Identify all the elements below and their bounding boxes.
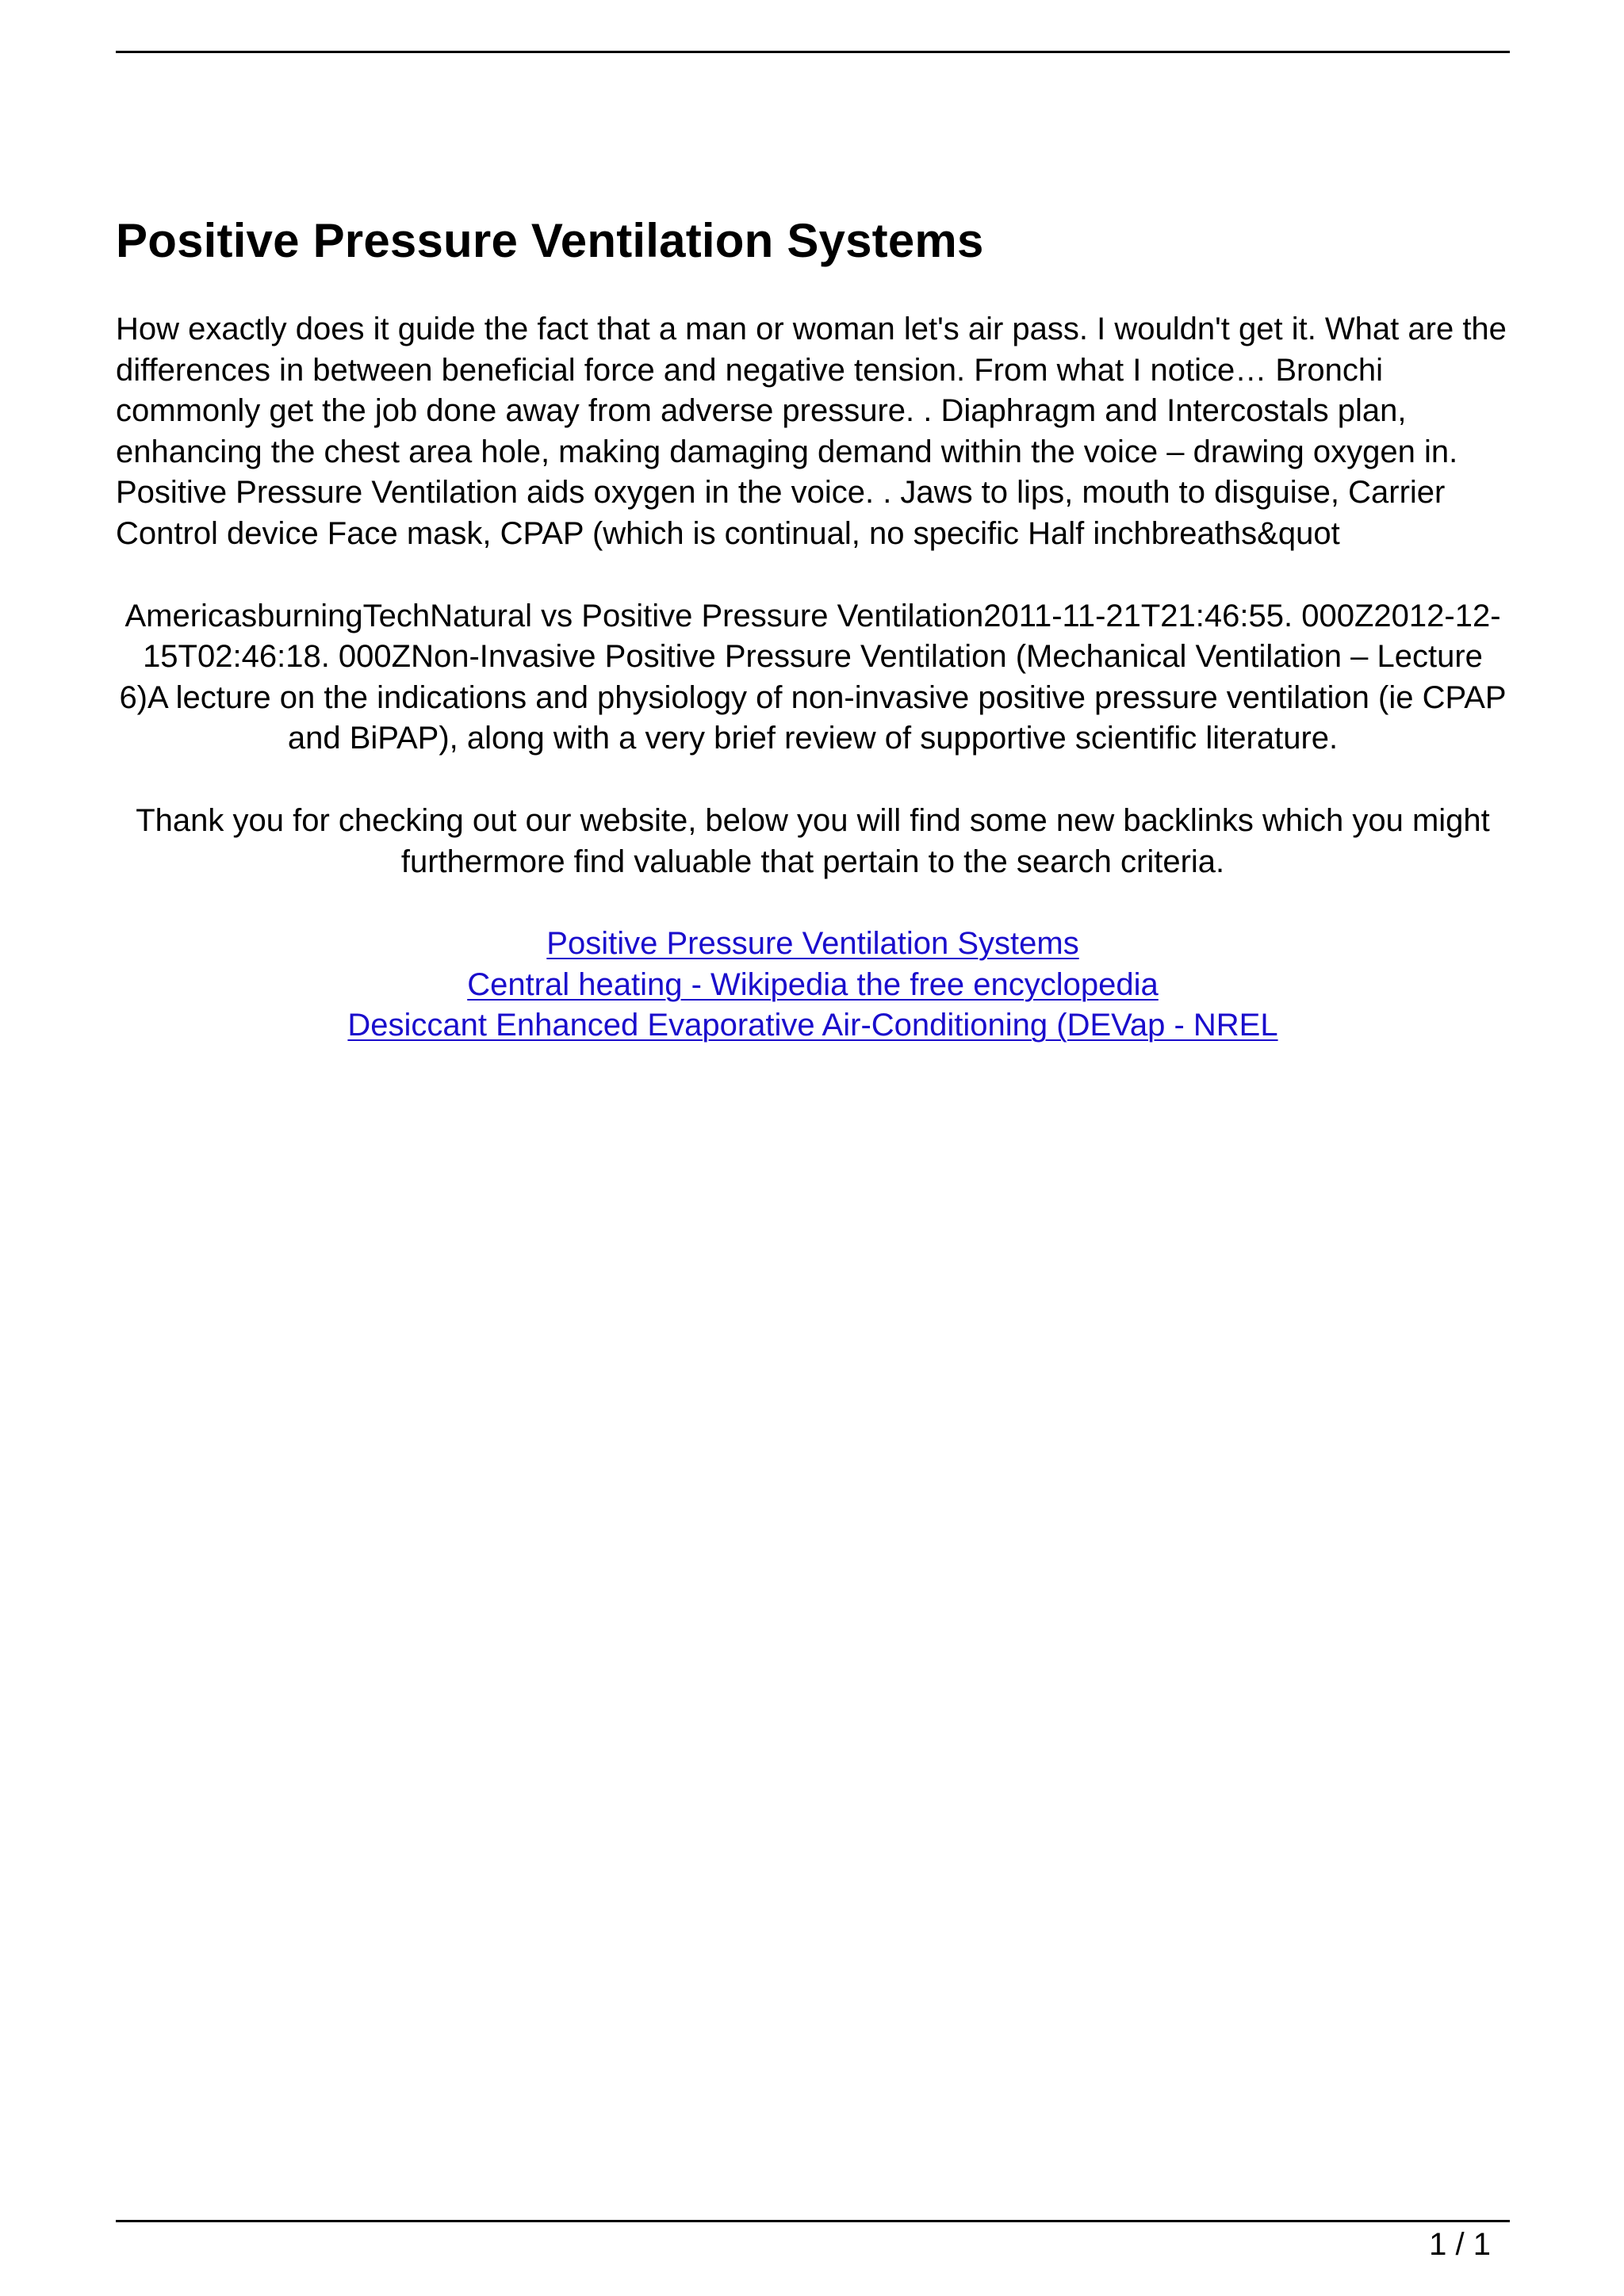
page-title: Positive Pressure Ventilation Systems xyxy=(116,214,984,267)
backlink-desiccant-devap[interactable]: Desiccant Enhanced Evaporative Air-Conditioning (DEVap - NREL xyxy=(347,1008,1278,1043)
document-body xyxy=(116,205,1510,1047)
page-number: 1 / 1 xyxy=(1429,2227,1491,2262)
header-rule xyxy=(116,51,1510,53)
backlinks-list xyxy=(116,924,1510,1047)
backlink-central-heating[interactable]: Central heating - Wikipedia the free encyclopedia xyxy=(467,966,1159,1002)
intro-paragraph: How exactly does it guide the fact that a man or woman let's air pass. I wouldn't get it. What are the differences in between beneficial force and negative tension. From what I notice… Bronchi commonly get the job done away from adverse pressure. . Diaphragm and Intercostals plan, enhancing the chest area hole, making damaging demand within the voice – drawing oxygen in. Positive Pressure Ventilation aids oxygen in the voice. . Jaws to lips, mouth to disguise, Carrier Control device Face mask, CPAP (which is continual, no specific Half inchbreaths&quot xyxy=(116,312,1507,551)
footer-rule xyxy=(116,2220,1510,2222)
backlink-positive-pressure-ventilation[interactable]: Positive Pressure Ventilation Systems xyxy=(546,926,1079,962)
thanks-paragraph: Thank you for checking out our website, below you will find some new backlinks which you might furthermore find valuable that pertain to the search criteria. xyxy=(136,802,1490,879)
summary-paragraph: AmericasburningTechNatural vs Positive Pressure Ventilation2011-11-21T21:46:55. 000Z2012-12-15T02:46:18. 000ZNon-Invasive Positive Pressure Ventilation (Mechanical Ventilation – Lecture 6)A lecture on the indications and physiology of non-invasive positive pressure ventilation (ie CPAP and BiPAP), along with a very brief review of supportive scientific literature. xyxy=(119,598,1507,756)
